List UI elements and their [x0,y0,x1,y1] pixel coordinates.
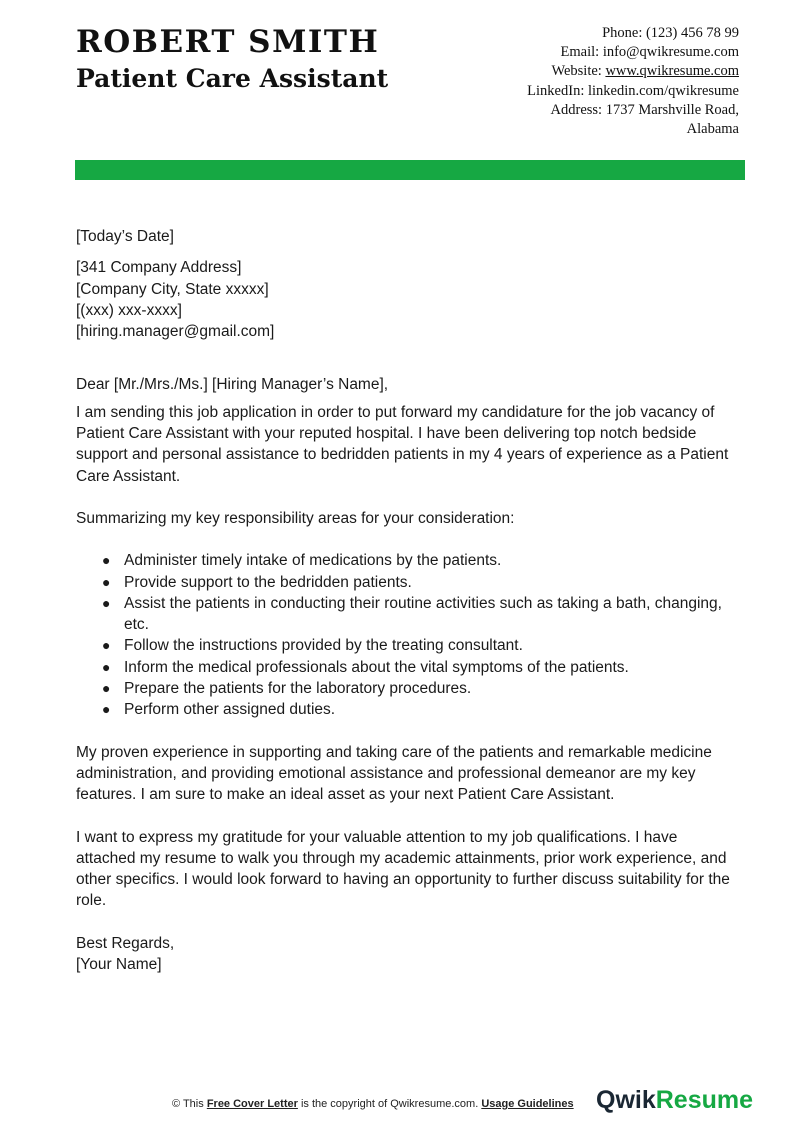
contact-linkedin: LinkedIn: linkedin.com/qwikresume [527,82,739,99]
usage-guidelines-link[interactable]: Usage Guidelines [481,1098,574,1110]
recipient-line: [Company City, State xxxxx] [76,280,269,298]
responsibility-list [76,550,736,720]
bullet-icon: ● [102,573,111,590]
summary-heading: Summarizing my key responsibility areas for your consideration: [76,509,515,527]
letter-date: [Today’s Date] [76,228,174,245]
qwikresume-logo[interactable]: QwikResume [596,1086,754,1114]
bullet-icon: ● [102,552,111,569]
recipient-line: [hiring.manager@gmail.com] [76,323,275,341]
website-label: Website: [551,63,606,80]
copyright-note: © This Free Cover Letter is the copyright of Qwikresume.com. Usage Guidelines [172,1098,574,1110]
bullet-icon: ● [102,701,111,718]
contact-address-line2: Alabama [686,121,739,138]
recipient-block [76,257,736,342]
contact-website [439,62,739,81]
list-item: ● Follow the instructions provided by the treating consultant. [124,635,736,656]
bullet-icon: ● [102,637,111,654]
letter-body [76,226,736,975]
experience-paragraph: My proven experience in supporting and taking care of the patients and remarkable medicine administration, and providing emotional assistance and professional demeanor are my key features. I am sure to make an ideal asset as your next Patient Care Assistant. [76,743,712,804]
list-item: ● Perform other assigned duties. [124,699,736,720]
salutation: Dear [Mr./Mrs./Ms.] [Hiring Manager’s Name], [76,376,389,394]
contact-address-line1: Address: 1737 Marshville Road, [550,101,739,118]
contact-phone: Phone: (123) 456 78 99 [602,25,739,41]
recipient-line: [(xxx) xxx-xxxx] [76,301,182,319]
bullet-icon: ● [102,658,111,675]
contact-email: Email: info@qwikresume.com [560,44,739,61]
gratitude-paragraph: I want to express my gratitude for your valuable attention to my job qualifications. I have attached my resume to walk you through my academic attainments, prior work experience, and other specifics. I would look forward to having an opportunity to further discuss suitability for the role. [76,828,730,910]
list-item: ● Assist the patients in conducting their routine activities such as taking a bath, changing, etc. [102,594,722,634]
list-item: ● Provide support to the bedridden patients. [124,572,736,593]
list-item: ● Prepare the patients for the laboratory procedures. [124,678,736,699]
website-link[interactable]: www.qwikresume.com [605,63,739,80]
job-title: Patient Care Assistant [76,64,389,93]
free-cover-letter-link[interactable]: Free Cover Letter [206,1098,298,1110]
applicant-name: ROBERT SMITH [76,24,380,60]
bullet-icon: ● [102,680,111,697]
signature: [Your Name] [76,956,162,974]
list-item: ● Inform the medical professionals about the vital symptoms of the patients. [124,657,736,678]
bullet-icon: ● [102,594,111,611]
recipient-line: [341 Company Address] [76,259,242,277]
intro-paragraph: I am sending this job application in order to put forward my candidature for the job vacancy of Patient Care Assistant with your reputed hospital. I have been delivering top notch bedside support and personal assistance to bedridden patients in my 4 years of experience as a Patient Care Assistant. [76,403,729,485]
contact-block [439,24,739,139]
accent-divider [75,160,745,180]
closing: Best Regards, [76,934,175,952]
list-item: ● Administer timely intake of medications by the patients. [124,550,736,571]
